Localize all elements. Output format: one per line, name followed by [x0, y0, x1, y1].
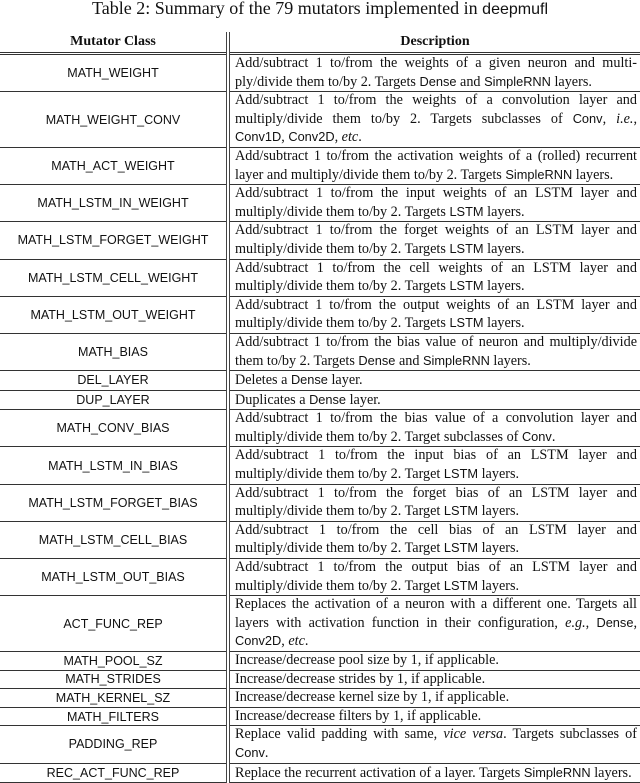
description-segment: layers.: [590, 764, 632, 781]
description-segment: Replaces the activation of a neuron with a different one. Targets all layers with activation function in their configuration,: [235, 596, 637, 631]
description-segment: LSTM: [449, 315, 484, 331]
description-segment: LSTM: [443, 466, 479, 482]
mutator-class-cell: MATH_ACT_WEIGHT: [0, 147, 228, 184]
description-segment: Replace the recurrent activation of a layer. Targets: [235, 764, 524, 781]
description-segment: LSTM: [443, 540, 479, 556]
table-row: [0, 410, 640, 447]
description-cell: [228, 559, 640, 596]
description-segment: Increase/decrease kernel size by 1, if applicable.: [235, 689, 510, 706]
description-segment: ,: [334, 129, 342, 146]
description-segment: LSTM: [449, 203, 484, 219]
mutator-class-cell: MATH_KERNEL_SZ: [0, 689, 228, 708]
description-segment: vice versa: [443, 726, 504, 743]
mutator-class-cell: MATH_CONV_BIAS: [0, 410, 228, 447]
table-row: [0, 707, 640, 726]
table-row: [0, 726, 640, 763]
description-segment: Conv2D: [288, 129, 335, 145]
description-segment: Increase/decrease filters by 1, if applicable.: [235, 707, 482, 724]
description-segment: Add/subtract 1 to/from the forget bias of an LSTM layer and multiply/divide them to/by 2. Target: [235, 484, 637, 520]
description-segment: Deletes a: [235, 372, 291, 389]
table-row: [0, 185, 640, 222]
header-description: Description: [228, 32, 640, 54]
description-segment: layer.: [346, 391, 381, 408]
table-row: [0, 652, 640, 671]
description-segment: SimpleRNN: [523, 764, 591, 780]
description-segment: LSTM: [449, 278, 484, 294]
description-segment: Increase/decrease strides by 1, if applicable.: [235, 670, 486, 687]
header-mutator-class: Mutator Class: [0, 32, 228, 54]
description-segment: LSTM: [443, 577, 479, 593]
description-segment: Add/subtract 1 to/from the forget weights of an LSTM layer and multiply/divide them to/by 2. Targets: [235, 222, 637, 257]
mutator-class-cell: DUP_LAYER: [0, 390, 228, 410]
table-row: [0, 92, 640, 148]
mutator-class-cell: MATH_LSTM_IN_WEIGHT: [0, 185, 228, 222]
description-segment: ,: [281, 129, 289, 146]
description-segment: layers.: [478, 466, 520, 483]
table-row: [0, 296, 640, 333]
description-segment: SimpleRNN: [423, 352, 490, 368]
tool-name: deepmufl: [482, 1, 548, 18]
description-segment: . Targets subclasses of: [503, 726, 637, 743]
description-segment: Add/subtract 1 to/from the activation weights of a (rolled) recurrent layer and multiply/divide them to/by 2. Targets: [235, 147, 637, 183]
description-segment: Add/subtract 1 to/from the output bias of an LSTM layer and multiply/divide them to/by 2. Target: [235, 559, 637, 594]
table-caption: [0, 0, 640, 19]
description-segment: layer.: [327, 372, 363, 389]
mutator-class-cell: REC_ACT_FUNC_REP: [0, 763, 228, 783]
description-cell: [228, 333, 640, 370]
description-segment: etc: [341, 129, 359, 146]
description-segment: etc: [288, 633, 305, 650]
description-segment: Conv: [521, 428, 552, 444]
mutator-class-cell: ACT_FUNC_REP: [0, 596, 228, 652]
description-segment: Add/subtract 1 to/from the weights of a given neuron and multi-ply/divide them to/by 2. Targets: [235, 55, 637, 90]
description-segment: and: [456, 73, 485, 90]
description-cell: [228, 92, 640, 148]
description-segment: .: [358, 129, 362, 146]
description-segment: Add/subtract 1 to/from the weights of a convolution layer and multiply/divide them to/by 2. Targets subclasses of: [235, 92, 637, 127]
table-row: [0, 521, 640, 558]
description-cell: [228, 521, 640, 558]
mutators-table: [0, 32, 640, 783]
description-segment: and: [395, 352, 423, 369]
description-cell: [228, 185, 640, 222]
description-cell: [228, 54, 640, 92]
table-row: [0, 670, 640, 689]
table-row: [0, 147, 640, 184]
table-row: [0, 596, 640, 652]
description-segment: ,: [633, 110, 638, 127]
description-cell: [228, 707, 640, 726]
mutator-class-cell: MATH_LSTM_FORGET_BIAS: [0, 484, 228, 521]
mutator-class-cell: PADDING_REP: [0, 726, 228, 763]
description-segment: ,: [281, 633, 289, 650]
description-cell: [228, 689, 640, 708]
mutator-class-cell: MATH_LSTM_FORGET_WEIGHT: [0, 222, 228, 259]
description-segment: layers.: [483, 278, 525, 295]
mutator-class-cell: MATH_BIAS: [0, 333, 228, 370]
description-cell: [228, 484, 640, 521]
description-segment: i.e.: [616, 110, 634, 127]
description-segment: ,: [633, 614, 637, 631]
description-cell: [228, 670, 640, 689]
description-cell: [228, 259, 640, 296]
description-cell: [228, 222, 640, 259]
mutator-class-cell: MATH_POOL_SZ: [0, 652, 228, 671]
table-body: [0, 54, 640, 783]
table-row: [0, 371, 640, 391]
description-segment: Conv: [572, 110, 603, 126]
mutator-class-cell: MATH_LSTM_OUT_WEIGHT: [0, 296, 228, 333]
table-row: [0, 222, 640, 259]
description-segment: Replace valid padding with same,: [235, 726, 444, 743]
description-segment: layers.: [478, 503, 520, 520]
description-segment: layers.: [478, 540, 520, 557]
description-segment: Duplicates a: [235, 391, 310, 408]
description-segment: ,: [602, 110, 617, 127]
mutator-class-cell: MATH_STRIDES: [0, 670, 228, 689]
description-segment: Add/subtract 1 to/from the bias value of neuron and multiply/divide them to/by 2. Targets: [235, 333, 637, 369]
description-segment: ,: [585, 614, 597, 631]
description-cell: [228, 652, 640, 671]
description-segment: Increase/decrease pool size by 1, if applicable.: [235, 652, 499, 668]
description-segment: layers.: [550, 73, 592, 90]
mutator-class-cell: MATH_WEIGHT: [0, 54, 228, 92]
description-segment: Conv: [235, 744, 265, 760]
description-cell: [228, 726, 640, 763]
table-row: [0, 559, 640, 596]
description-segment: .: [264, 744, 269, 761]
description-segment: Dense: [309, 391, 347, 407]
mutator-class-cell: MATH_WEIGHT_CONV: [0, 92, 228, 148]
description-cell: [228, 390, 640, 410]
mutator-class-cell: DEL_LAYER: [0, 371, 228, 391]
description-segment: SimpleRNN: [484, 73, 551, 89]
description-cell: [228, 596, 640, 652]
description-segment: layers.: [478, 577, 520, 594]
description-segment: layers.: [483, 240, 525, 257]
table-row: [0, 763, 640, 783]
table-row: [0, 259, 640, 296]
description-segment: LSTM: [443, 503, 479, 519]
mutator-class-cell: MATH_LSTM_CELL_WEIGHT: [0, 259, 228, 296]
description-segment: Add/subtract 1 to/from the cell weights of an LSTM layer and multiply/divide them to/by 2. Targets: [235, 259, 637, 295]
table-row: [0, 390, 640, 410]
mutator-class-cell: MATH_FILTERS: [0, 707, 228, 726]
description-segment: .: [304, 633, 309, 650]
table-row: [0, 333, 640, 370]
description-segment: layers.: [483, 203, 525, 220]
table-header-row: [0, 32, 640, 54]
description-cell: [228, 763, 640, 783]
description-segment: Conv2D: [235, 633, 282, 649]
mutator-class-cell: MATH_LSTM_CELL_BIAS: [0, 521, 228, 558]
table-row: [0, 484, 640, 521]
description-segment: Add/subtract 1 to/from the input weights of an LSTM layer and multiply/divide them to/by 2. Targets: [235, 185, 637, 220]
description-segment: Add/subtract 1 to/from the cell bias of an LSTM layer and multiply/divide them to/by 2. Target: [235, 521, 637, 557]
description-segment: layers.: [483, 315, 525, 332]
description-segment: Dense: [358, 352, 396, 368]
description-segment: Dense: [419, 73, 457, 89]
description-segment: Add/subtract 1 to/from the output weights of an LSTM layer and multiply/divide them to/by 2. Targets: [235, 296, 637, 332]
description-segment: Add/subtract 1 to/from the input bias of an LSTM layer and multiply/divide them to/by 2. Target: [235, 447, 637, 483]
description-segment: Dense: [290, 372, 328, 388]
description-segment: Dense: [596, 614, 634, 630]
description-segment: Conv1D: [235, 129, 282, 145]
description-segment: SimpleRNN: [505, 166, 573, 182]
description-segment: layers.: [572, 166, 614, 183]
description-segment: LSTM: [449, 240, 484, 256]
table-row: [0, 54, 640, 92]
description-segment: e.g.: [565, 614, 586, 631]
description-cell: [228, 147, 640, 184]
description-cell: [228, 371, 640, 391]
description-cell: [228, 447, 640, 484]
table-row: [0, 447, 640, 484]
mutator-class-cell: MATH_LSTM_IN_BIAS: [0, 447, 228, 484]
table-row: [0, 689, 640, 708]
description-cell: [228, 296, 640, 333]
mutator-class-cell: MATH_LSTM_OUT_BIAS: [0, 559, 228, 596]
description-segment: layers.: [489, 352, 531, 369]
description-segment: Add/subtract 1 to/from the bias value of a convolution layer and multiply/divide them to/by 2. Target subclasses of: [235, 410, 637, 445]
description-segment: .: [551, 428, 556, 445]
caption-text: Table 2: Summary of the 79 mutators implemented in: [92, 0, 483, 18]
description-cell: [228, 410, 640, 447]
